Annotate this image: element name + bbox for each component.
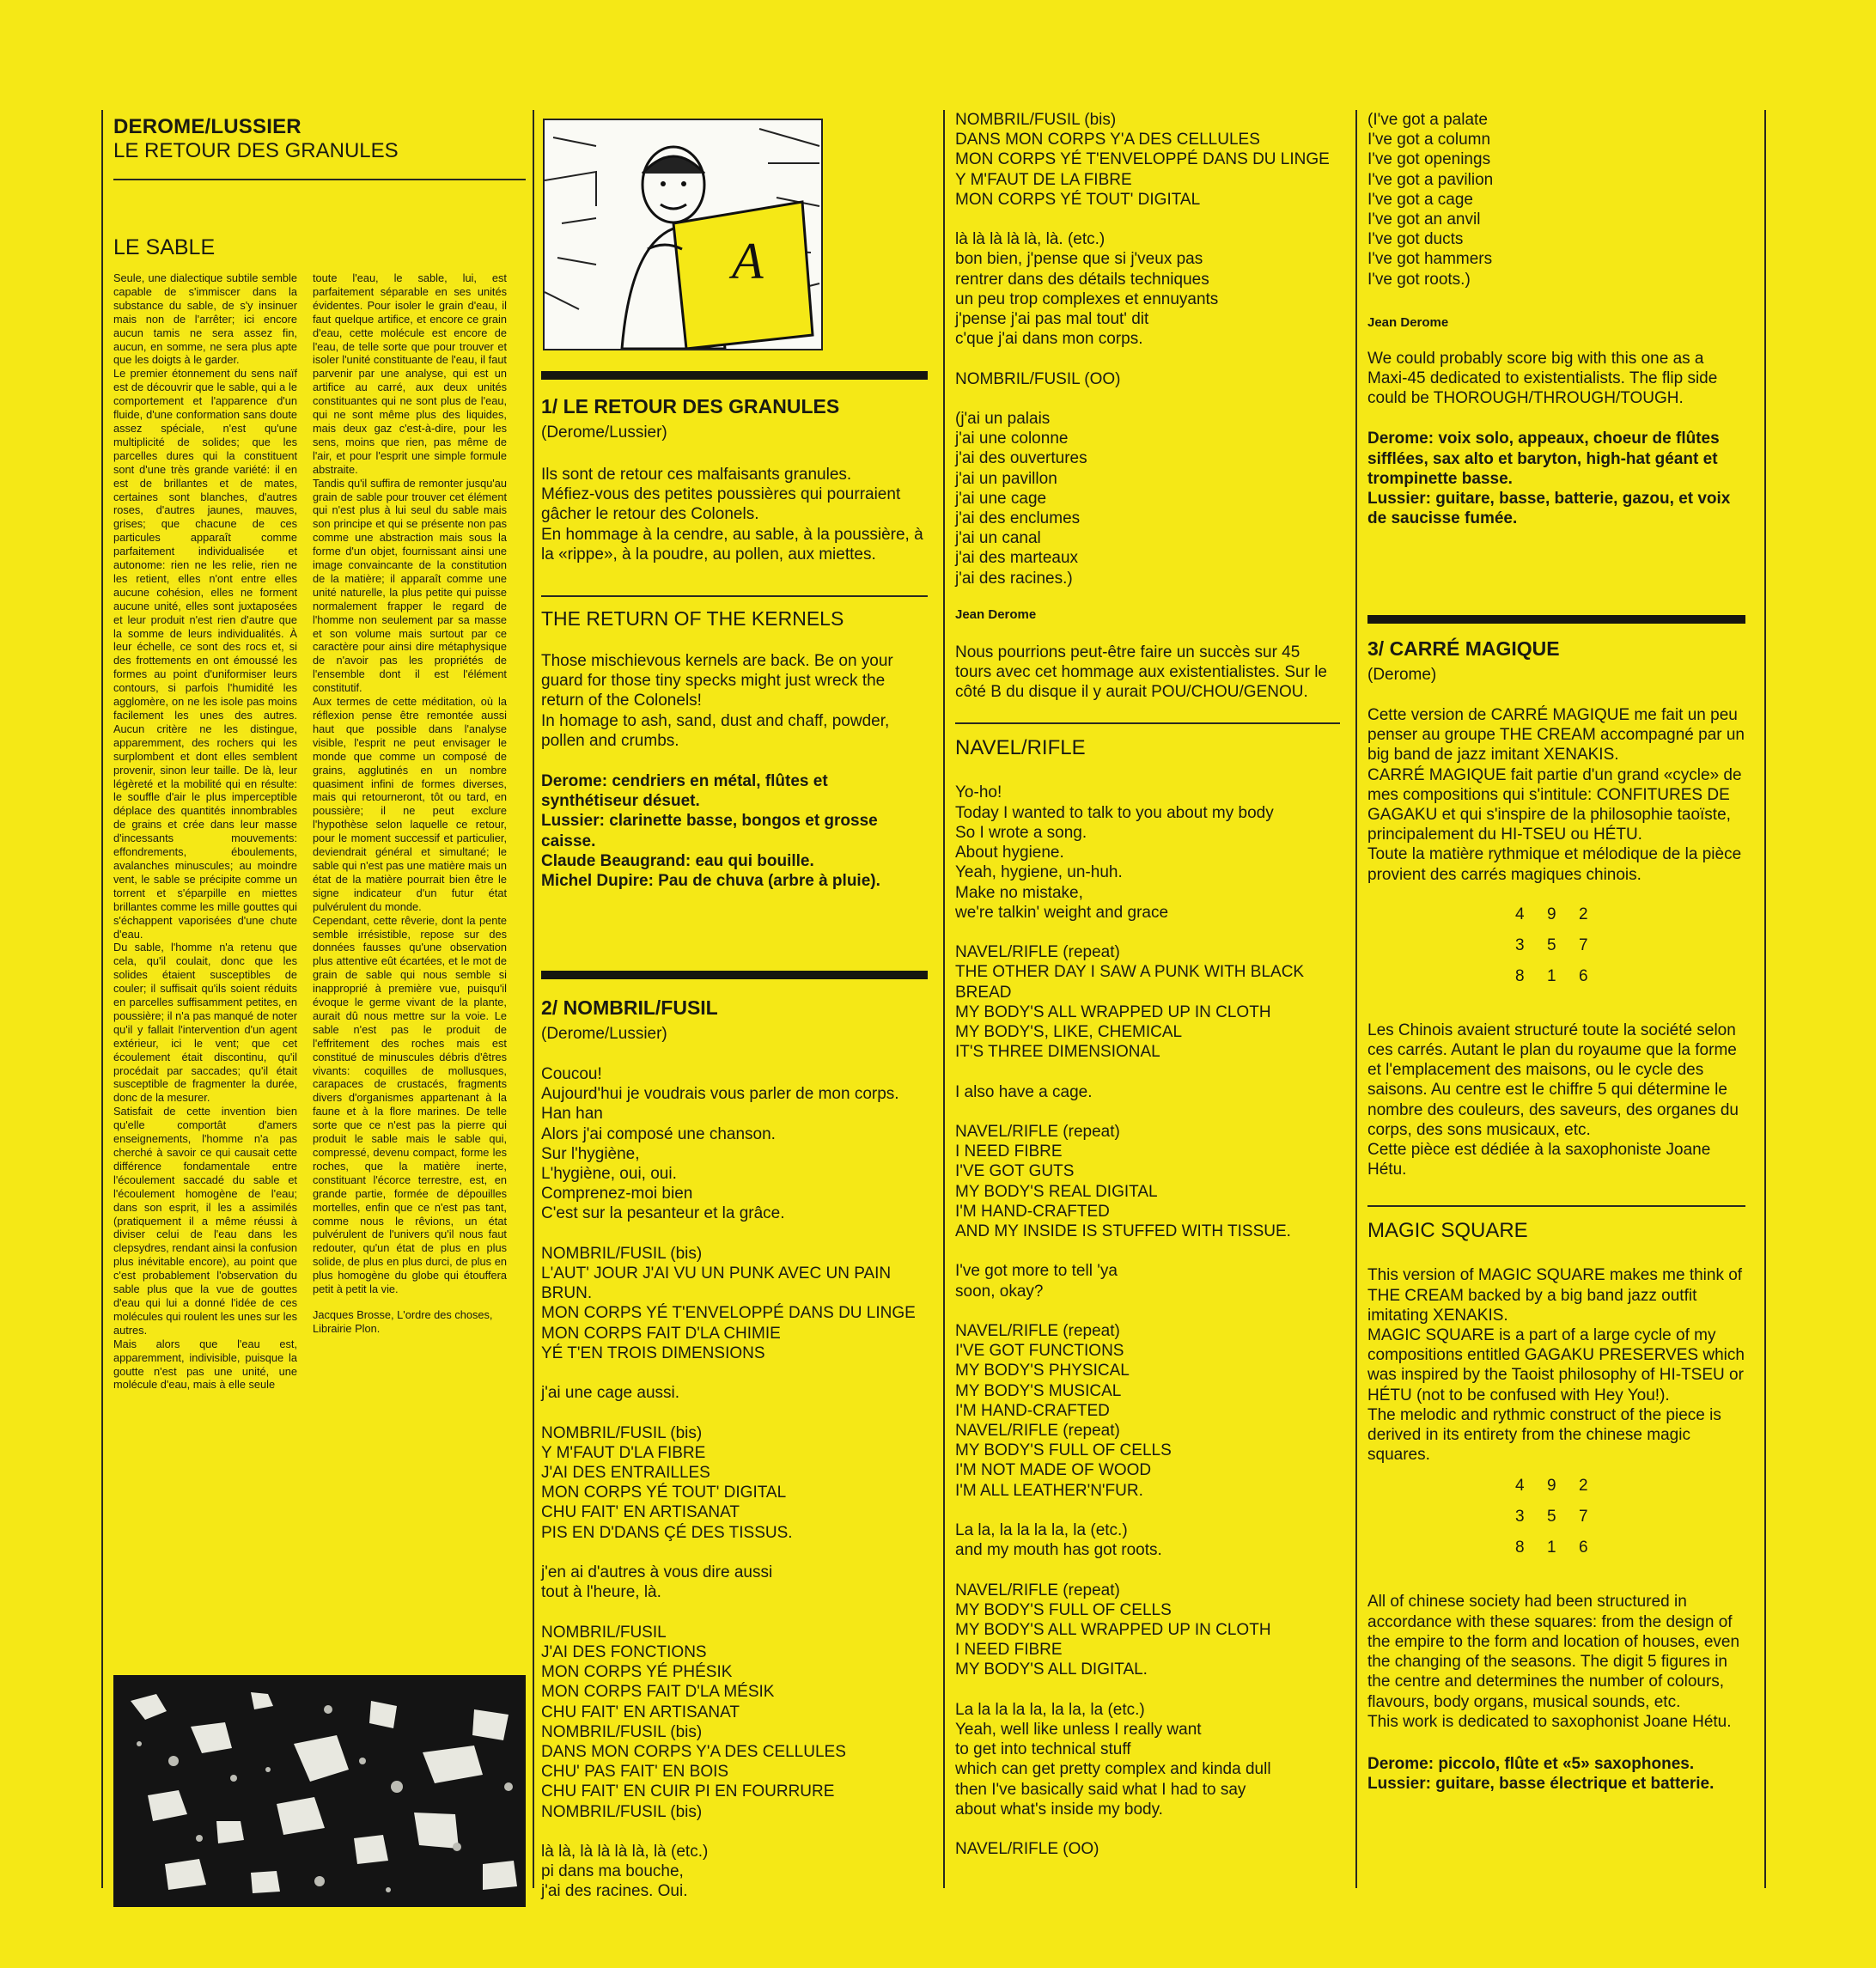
divider: [113, 179, 526, 180]
magic-square-cell: 3: [1515, 935, 1525, 954]
track2-lyrics-en-cont: (I've got a palate I've got a column I've got openings I've got a pavilion I've got a cage I've got an anvil I've got ducts I've got hammers I've got roots.): [1367, 111, 1494, 289]
track2-musicians: Derome: voix solo, appeaux, choeur de flûtes sifflées, sax alto et baryton, high-hat géant et trompinette basse. Lussier: guitare, basse, batterie, gazou, et voix de saucisse fumée.: [1367, 430, 1731, 528]
section-bar: [541, 371, 928, 380]
sable-text-left: Seule, une dialectique subtile semble capable de s'immiscer dans la substance du sable, de s'y insinuer mais non de l'arrêter; ici encore aucun tamis ne sera assez fin, aucun, en somme, ne sera plus apte que les doigts à le garder. Le premier étonnement du sens naïf est de découvrir que le sable, qui a le comportement et l'apparence d'un fluide, d'une conformation sans doute assez spéciale, n'est qu'une multiplicité de solides; que les parcelles dures qui la constituent sont d'une très grande variété: il en est de brillantes et de mates, certaines sont blanches, d'autres roses, d'autres jaunes, mauves, grises; que chacune de ces particules apparaît comme parfaitement individualisée et autonome: rien ne les relie, rien ne les retient, elles n'ont entre elles aucune cohésion, elles ne forment aucune unité, elles sont juxtaposées et leur produit n'est rien d'autre que la somme de leurs individualités. À leur échelle, ce sont des rocs et, si des frottements en ont émoussé les formes au point d'uniformiser leurs contours, si parfois l'humidité les agglomère, on ne les isole pas moins facilement les unes des autres. Aucun critère ne les distingue, apparemment, des rochers qui les surplombent et dont elles semblent provenir, sinon leur taille. De là, leur légèreté et la mobilité qui en résulte: le souffle d'air le plus imperceptible déplace des quantités innombrables de grains et crée dans leur masse d'incessants mouvements: effondrements, éboulements, avalanches minuscules; au moindre vent, le sable se précipite comme un torrent et s'éparpille en miettes brillantes comme les mille gouttes qui s'échappent vaporisées d'une chute d'eau. Du sable, l'homme n'a retenu que cela, qu'il coulait, donc que les solides étaient susceptibles de couler; il suffisait qu'ils soient réduits en parcelles suffisamment petites, en poussière; il n'a pas manqué de noter qu'il y fallait l'intervention d'un agent extérieur, ici le vent; que cet écoulement était discontinu, qu'il procédait par saccades; qu'il était susceptible de fragmenter la durée, donc de la mesurer. Satisfait de cette invention bien qu'elle comportât d'amers enseignements, l'homme n'a pas cherché à savoir ce qui causait cette différence fondamentale entre l'écoulement saccadé du sable et l'écoulement homogène de l'eau; dans son esprit, il les a assimilés (pratiquement il a même réussi à diviser celui de l'eau dans les clepsydres, rendant ainsi la confusion plus inévitable encore), au point que c'est probablement l'observation du sable plus que la vue de gouttes d'eau qui lui a donné l'idée de ces molécules qui roulent les unes sur les autres. Mais alors que l'eau est, apparemment, indivisible, puisque la goutte n'est pas une unité, une molécule d'eau, mais à elle seule: [113, 271, 297, 1392]
magic-square-cell: 8: [1515, 966, 1525, 985]
track3-heading: 3/ CARRÉ MAGIQUE: [1367, 637, 1560, 660]
track3-musicians: Derome: piccolo, flûte et «5» saxophones. Lussier: guitare, basse électrique et batterie.: [1367, 1754, 1715, 1794]
magic-square-cell: 9: [1547, 905, 1556, 923]
sable-heading: LE SABLE: [113, 235, 216, 259]
magic-square-cell: 5: [1547, 1508, 1556, 1526]
track1-heading-en: THE RETURN OF THE KERNELS: [541, 607, 844, 631]
sable-heading-block: [113, 235, 526, 260]
column-rule: [533, 110, 534, 1888]
album-artists: DEROME/LUSSIER: [113, 115, 302, 138]
sable-text-right: toute l'eau, le sable, lui, est parfaitement séparable en ses unités évidentes. Pour isoler le grain d'eau, il faut quelque artifice, et encore ce grain d'eau, cette molécule est encore de l'eau, de telle sorte que pour trouver et isoler l'unité constituante de l'eau, il faut parvenir par une analyse, qui est un artifice au carré, aux deux unités constituantes qui ne sont plus de l'eau, qui ne sont même plus des liquides, mais deux gaz c'est-à-dire, pour les sens, moins que rien, pas même de l'air, et pour l'esprit une simple formule abstraite. Tandis qu'il suffira de remonter jusqu'au grain de sable pour trouver cet élément qui n'est plus à lui seul du sable mais son principe et qui se présente non pas comme une abstraction mais sous la forme d'un objet, fournissant ainsi une image convaincante de la constitution de la matière; il apparaît comme une unité naturelle, la plus petite qui puisse normalement frapper le regard de l'homme non seulement par sa masse et son volume mais surtout par ce caractère pour ainsi dire métaphysique de n'avoir pas les propriétés de l'ensemble dont il est l'élément constitutif. Aux termes de cette méditation, où la réflexion pense être remontée aussi haut que possible dans l'analyse visible, l'esprit ne peut envisager le monde que comme un composé de grains, agglutinés en un nombre quasiment infini de formes diverses, mais qui retourneront, tôt ou tard, en poussière; il ne peut exclure l'hypothèse selon laquelle ce retour, pour le moment successif et particulier, deviendrait général et simultané; le sable qui n'est pas une matière mais un état de la matière pourrait bien être le signe indicateur d'un futur état pulvérulent du monde. Cependant, cette rêverie, dont la pente semble irrésistible, repose sur des données fausses qu'une observation plus attentive eût écartées, et le mot de grain de sable qui nous semble si inapproprié à première vue, puisqu'il évoque le germe vivant de la plante, aurait dû nous mettre sur la voie. Le sable n'est pas le produit de l'effritement des roches mais est constitué de minuscules débris d'êtres vivants: coquilles de mollusques, carapaces de crustacés, fragments divers d'organismes appartenant à la faune et à la flore marines. De telle sorte que ce n'est pas la pierre qui produit le sable mais le sable qui, compressé, devenu compact, forme les roches, que la matière inerte, constituant l'écorce terrestre, est, en grande partie, formée de dépouilles mortelles, enfin que ce n'est pas tant, comme nous le rêvions, un état pulvérulent de l'univers qu'il nous faut redouter, qu'un état de plus en plus solide, de plus en plus durci, de plus en plus homogène du globe qui étouffera petit à petit la vie.: [313, 271, 507, 1296]
magic-square-fr: [1515, 905, 1745, 986]
cover-illustration: [543, 119, 823, 350]
column-rule: [943, 110, 945, 1888]
track2-lyrics-fr-cont: NOMBRIL/FUSIL (bis) DANS MON CORPS Y'A DES CELLULES MON CORPS YÉ T'ENVELOPPÉ DANS DU LINGE Y M'FAUT DE LA FIBRE MON CORPS YÉ TOUT' DIGITAL là là là là là, là. (etc.) bon bien, j'pense que si j'veux pas rentrer dans des détails techniques un peu trop complexes et ennuyants j'pense j'ai pas mal tout' dit c'que j'ai dans mon corps. NOMBRIL/FUSIL (OO) (j'ai un palais j'ai une colonne j'ai des ouvertures j'ai un pavillon j'ai une cage j'ai des enclumes j'ai un canal j'ai des marteaux j'ai des racines.): [955, 111, 1330, 588]
album-title: LE RETOUR DES GRANULES: [113, 139, 399, 162]
track3-heading-en: MAGIC SQUARE: [1367, 1219, 1528, 1243]
track3-text-fr-2: Les Chinois avaient structuré toute la société selon ces carrés. Autant le plan du royaume que la forme et l'emplacement des maisons, ou le cycle des saisons. Au centre est le chiffre 5 qui détermine le nombre des couleurs, des saveurs, des organes du corps, des sons musicaux, etc. Cette pièce est dédiée à la saxophoniste Joane Hétu.: [1367, 1021, 1739, 1179]
magic-square-cell: 1: [1547, 1538, 1556, 1557]
man-holding-card-drawing: [545, 120, 821, 349]
track2-signature: Jean Derome: [955, 606, 1037, 622]
track2-signature-en: Jean Derome: [1367, 314, 1449, 330]
magic-square-cell: 6: [1579, 966, 1588, 985]
magic-square-cell: 2: [1579, 905, 1588, 923]
rock-texture-graphic: [113, 1675, 526, 1907]
track2-note-fr: Nous pourrions peut-être faire un succès sur 45 tours avec cet hommage aux existentialistes. Sur le côté B du disque il y aurait POU/CHOU/GENOU.: [955, 643, 1327, 702]
track1-heading: 1/ LE RETOUR DES GRANULES: [541, 395, 840, 417]
column-rule: [1764, 110, 1766, 1888]
magic-square-cell: 6: [1579, 1538, 1588, 1557]
magic-square-cell: 3: [1515, 1508, 1525, 1526]
track3-text-fr: Cette version de CARRÉ MAGIQUE me fait un peu penser au groupe THE CREAM accompagné par un big band de jazz imitant XENAKIS. CARRÉ MAGIQUE fait partie d'un grand «cycle» de mes compositions qui s'intitule: CONFITURES DE GAGAKU et qui s'inspire de la philosophie taoïste, principalement du HI-TSEU ou HÉTU. Toute la matière rythmique et mélodique de la pièce provient des carrés magiques chinois.: [1367, 706, 1745, 884]
magic-square-cell: 2: [1579, 1477, 1588, 1496]
column-rule: [1355, 110, 1357, 1888]
magic-square-cell: 5: [1547, 935, 1556, 954]
section-bar: [541, 971, 928, 979]
magic-square-cell: 1: [1547, 966, 1556, 985]
track1-musicians: Derome: cendriers en métal, flûtes et synthétiseur désuet. Lussier: clarinette basse, bongos et grosse caisse. Claude Beaugrand: eau qui bouille. Michel Dupire: Pau de chuva (arbre à pluie).: [541, 772, 880, 891]
column-rule: [101, 110, 103, 1888]
rock-texture-photo: [113, 1675, 526, 1907]
track3-text-en: This version of MAGIC SQUARE makes me think of THE CREAM backed by a big band jazz outfit imitating XENAKIS. MAGIC SQUARE is a part of a large cycle of my compositions entitled GAGAKU PRESERVES which was inspired by the Taoist philosophy of HI-TSEU or HÉTU (not to be confused with Hey You!). The melodic and rythmic construct of the piece is derived in its entirety from the chinese magic squares.: [1367, 1266, 1745, 1465]
track1-block: [541, 371, 928, 891]
column-1: [113, 110, 526, 180]
track2-lyrics-fr: Coucou! Aujourd'hui je voudrais vous parler de mon corps. Han han Alors j'ai composé une chanson. Sur l'hygiène, L'hygiène, oui, oui. Comprenez-moi bien C'est sur la pesanteur et la grâce. NOMBRIL/FUSIL (bis) L'AUT' JOUR J'AI VU UN PUNK AVEC UN PAIN BRUN. MON CORPS YÉ T'ENVELOPPÉ DANS DU LINGE MON CORPS FAIT D'LA CHIMIE YÉ T'EN TROIS DIMENSIONS j'ai une cage aussi. NOMBRIL/FUSIL (bis) Y M'FAUT D'LA FIBRE J'AI DES ENTRAILLES MON CORPS YÉ TOUT' DIGITAL CHU FAIT' EN ARTISANAT PIS EN D'DANS ÇÉ DES TISSUS. j'en ai d'autres à vous dire aussi tout à l'heure, là. NOMBRIL/FUSIL J'AI DES FONCTIONS MON CORPS YÉ PHÉSIK MON CORPS FAIT D'LA MÉSIK CHU FAIT' EN ARTISANAT NOMBRIL/FUSIL (bis) DANS MON CORPS Y'A DES CELLULES CHU' PAS FAIT' EN BOIS CHU FAIT' EN CUIR PI EN FOURRURE NOMBRIL/FUSIL (bis) là là, là là là là, là (etc.) pi dans ma bouche, j'ai des racines. Oui.: [541, 1065, 916, 1901]
column-4: [1367, 110, 1745, 528]
magic-square-cell: 4: [1515, 1477, 1525, 1496]
divider: [955, 722, 1340, 724]
track2-block: [541, 971, 928, 1902]
magic-square-cell: 9: [1547, 1477, 1556, 1496]
sable-text: [113, 271, 526, 1663]
magic-square-cell: 7: [1579, 935, 1588, 954]
track2-credit: (Derome/Lussier): [541, 1025, 667, 1043]
track1-text-fr: Ils sont de retour ces malfaisants granules. Méfiez-vous des petites poussières qui pourraient gâcher le retour des Colonels. En hommage à la cendre, au sable, à la poussière, à la «rippe», à la poudre, au pollen, aux miettes.: [541, 466, 923, 564]
section-bar: [1367, 615, 1745, 624]
track3-block: [1367, 615, 1745, 1794]
magic-square-cell: 4: [1515, 905, 1525, 923]
magic-square-cell: 7: [1579, 1508, 1588, 1526]
divider: [541, 595, 928, 597]
track1-text-en: Those mischievous kernels are back. Be on your guard for those tiny specks might just wreck the return of the Colonels! In homage to ash, sand, dust and chaff, powder, pollen and crumbs.: [541, 652, 893, 750]
sable-citation: Jacques Brosse, L'ordre des choses, Librairie Plon.: [313, 1307, 493, 1335]
track1-credit: (Derome/Lussier): [541, 423, 667, 442]
divider: [1367, 1205, 1745, 1207]
track3-credit: (Derome): [1367, 666, 1437, 684]
track2-heading-en: NAVEL/RIFLE: [955, 736, 1086, 760]
track3-text-en-2: All of chinese society had been structured in accordance with these squares: from the design of the empire to the form and location of houses, even the changing of the seasons. The digit 5 figures in the centre and determines the number of colours, flavours, body organs, musical sounds, etc. This work is dedicated to saxophonist Joane Hétu.: [1367, 1593, 1740, 1731]
track2-heading: 2/ NOMBRIL/FUSIL: [541, 996, 718, 1019]
magic-square-cell: 8: [1515, 1538, 1525, 1557]
magic-square-en: [1515, 1477, 1745, 1557]
track2-continued: [955, 110, 1340, 1859]
track2-note-en: We could probably score big with this one as a Maxi-45 dedicated to existentialists. The flip side could be THOROUGH/THROUGH/TOUGH.: [1367, 349, 1718, 408]
track2-lyrics-en: Yo-ho! Today I wanted to talk to you about my body So I wrote a song. About hygiene. Yeah, hygiene, un-huh. Make no mistake, we're talkin' weight and grace NAVEL/RIFLE (repeat) THE OTHER DAY I SAW A PUNK WITH BLACK BREAD MY BODY'S ALL WRAPPED UP IN CLOTH MY BODY'S, LIKE, CHEMICAL IT'S THREE DIMENSIONAL I also have a cage. NAVEL/RIFLE (repeat) I NEED FIBRE I'VE GOT GUTS MY BODY'S REAL DIGITAL I'M HAND-CRAFTED AND MY INSIDE IS STUFFED WITH TISSUE. I've got more to tell 'ya soon, okay? NAVEL/RIFLE (repeat) I'VE GOT FUNCTIONS MY BODY'S PHYSICAL MY BODY'S MUSICAL I'M HAND-CRAFTED NAVEL/RIFLE (repeat) MY BODY'S FULL OF CELLS I'M NOT MADE OF WOOD I'M ALL LEATHER'N'FUR. La la, la la la la, la (etc.) and my mouth has got roots. NAVEL/RIFLE (repeat) MY BODY'S FULL OF CELLS MY BODY'S ALL WRAPPED UP IN CLOTH I NEED FIBRE MY BODY'S ALL DIGITAL. La la la la la, la la, la (etc.) Yeah, well like unless I really want to get into technical stuff which can get pretty complex and kinda dull then I've basically said what I had to say about what's inside my body. NAVEL/RIFLE (OO): [955, 783, 1305, 1859]
card-letter: A: [732, 233, 764, 289]
